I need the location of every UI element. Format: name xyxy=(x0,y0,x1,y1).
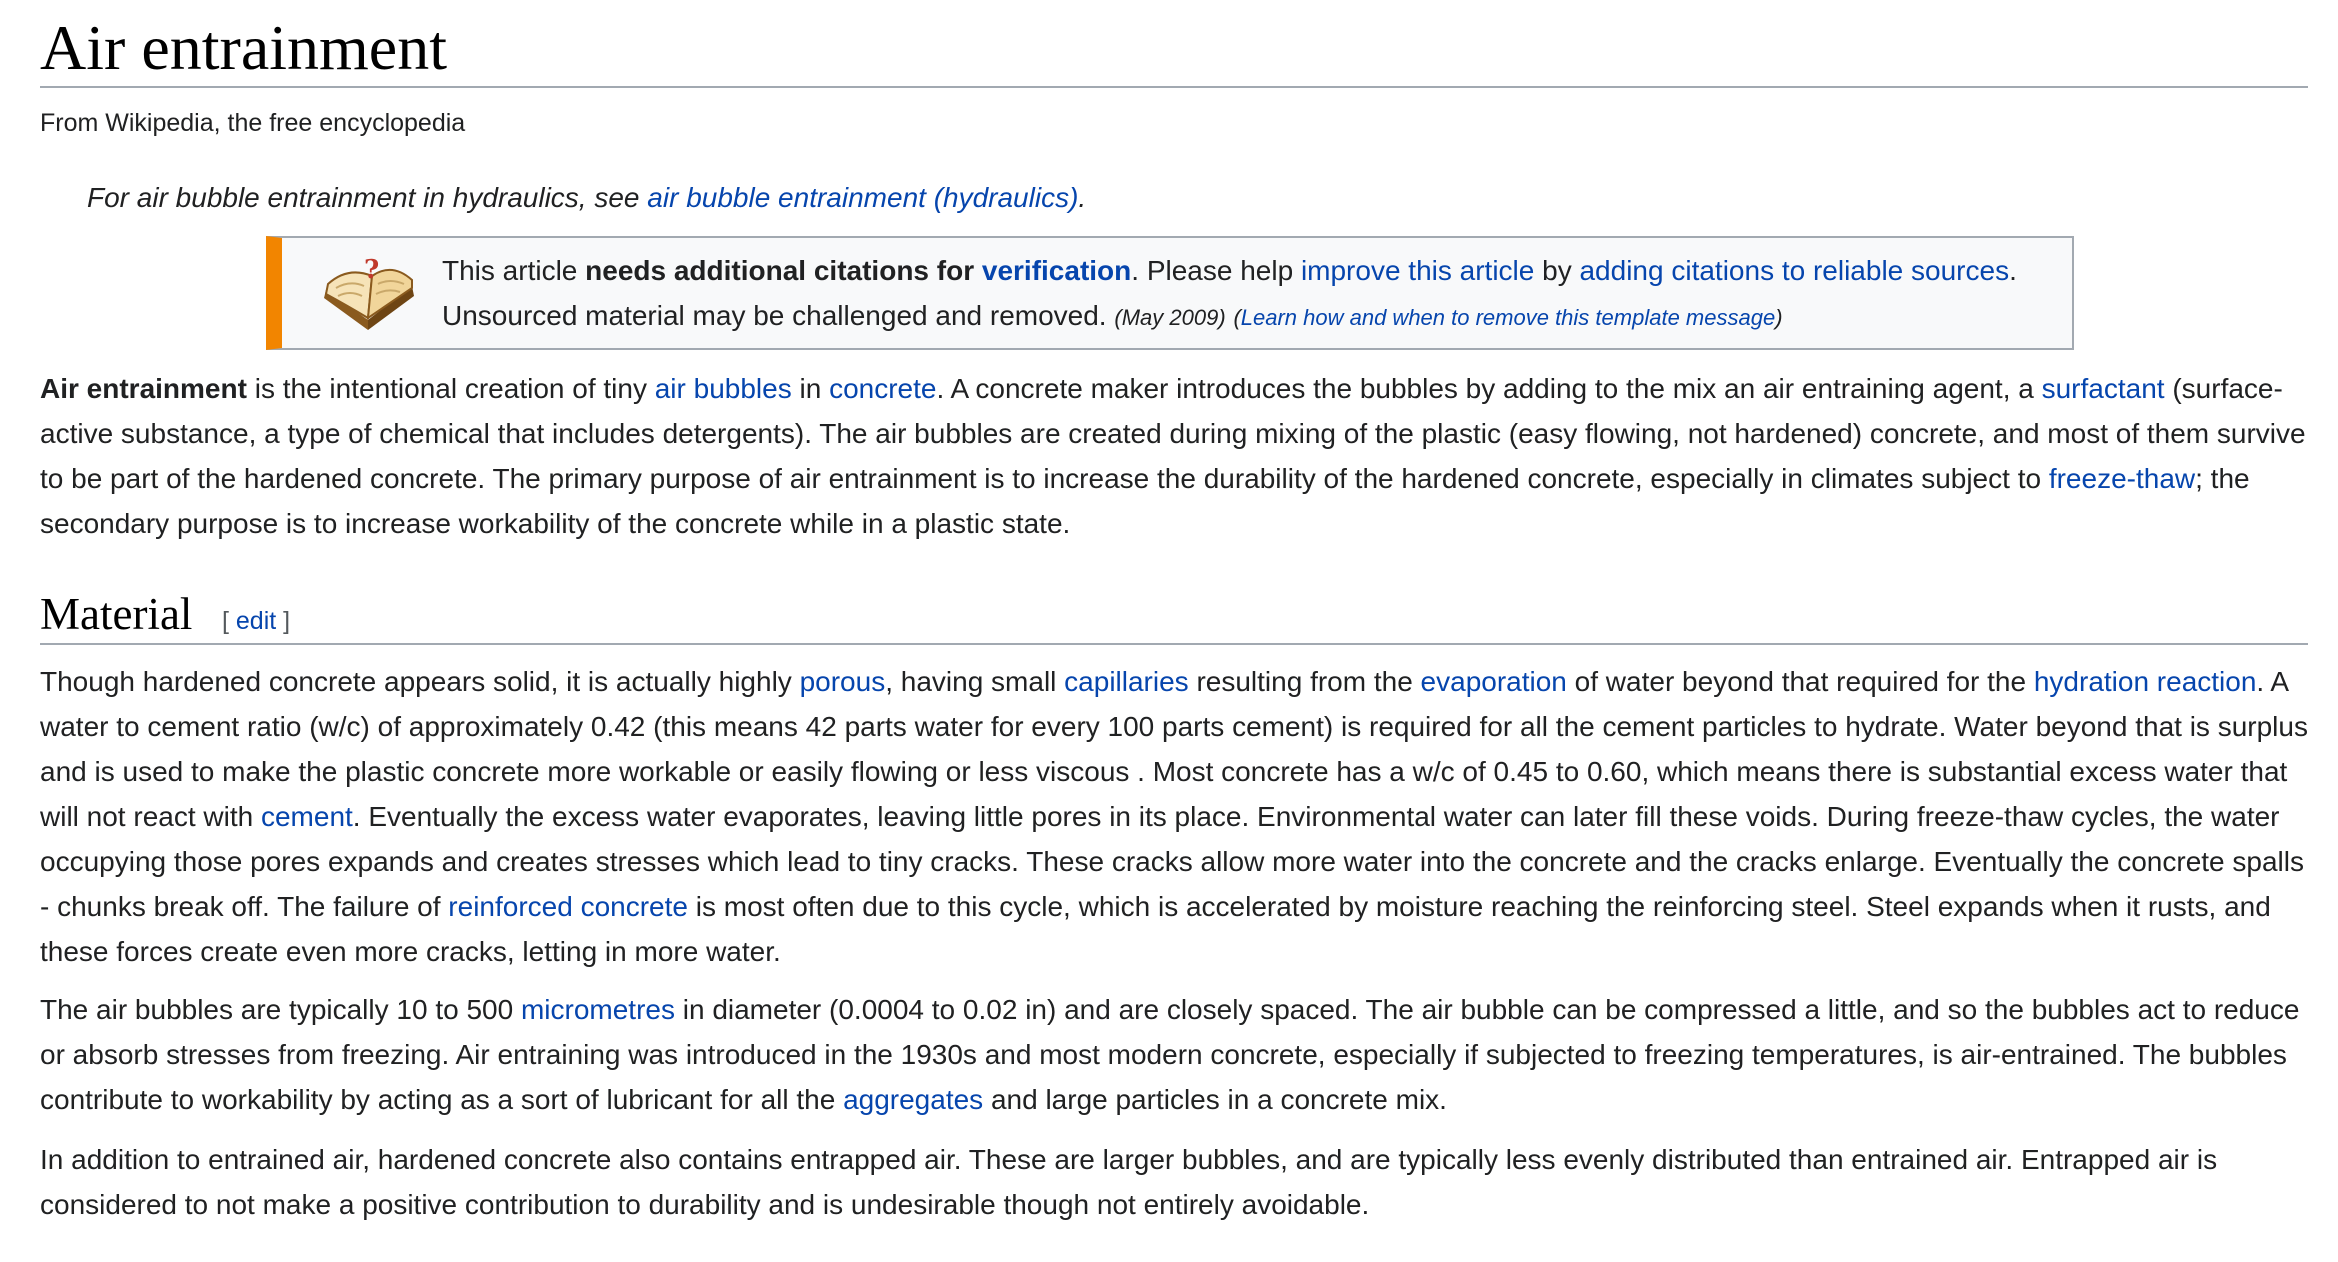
section-divider xyxy=(40,643,2308,645)
svg-text:?: ? xyxy=(364,255,380,285)
cement-link[interactable]: cement xyxy=(260,801,353,832)
citation-notice-text xyxy=(442,248,2062,340)
paragraph-text: ; the secondary purpose is to increase workability of the concrete while in a plastic state. xyxy=(40,463,2250,539)
hatnote-text: For air bubble entrainment in hydraulics, see xyxy=(87,182,648,213)
edit-section xyxy=(222,604,290,638)
reinforced-concrete-link[interactable]: reinforced concrete xyxy=(448,891,688,922)
freeze-thaw-link[interactable]: freeze-thaw xyxy=(2048,463,2196,494)
paragraph-text: . A concrete maker introduces the bubbles by adding to the mix an air entraining agent, a xyxy=(936,373,2042,404)
open-book-question-icon xyxy=(320,254,418,334)
paragraph-text: in xyxy=(791,373,830,404)
title-divider xyxy=(40,86,2308,88)
intro-paragraph xyxy=(40,366,2308,546)
article-subject-bold: Air entrainment xyxy=(40,373,247,404)
material-paragraph-3 xyxy=(40,1137,2308,1227)
paragraph-text: In addition to entrained air, hardened concrete also contains entrapped air. These are larger bubbles, and are typically less evenly distributed than entrained air. Entrapped air is considered to not make a positive contribution to durability and is undesirable though not entirely avoidable. xyxy=(40,1144,2218,1220)
learn-more-wrapper xyxy=(1233,305,1782,330)
hatnote-link[interactable]: air bubble entrainment (hydraulics) xyxy=(647,182,1079,213)
hydration-reaction-link[interactable]: hydration reaction xyxy=(2033,666,2257,697)
page-title: Air entrainment xyxy=(40,12,447,83)
paragraph-text: , having small xyxy=(885,666,1065,697)
hatnote xyxy=(87,178,1086,218)
edit-bracket-close: ] xyxy=(276,607,291,635)
paragraph-text: resulting from the xyxy=(1188,666,1421,697)
paragraph-text: of water beyond that required for the xyxy=(1566,666,2034,697)
tagline: From Wikipedia, the free encyclopedia xyxy=(40,109,466,137)
notice-bold-text: needs additional citations for xyxy=(585,255,982,286)
hatnote-suffix: . xyxy=(1078,182,1087,213)
paragraph-text: Though hardened concrete appears solid, it is actually highly xyxy=(40,666,800,697)
remove-template-message-link[interactable]: Learn how and when to remove this template message xyxy=(1240,305,1776,330)
paragraph-text: . Eventually the excess water evaporates, leaving little pores in its place. Environmental water can later fill these voids. During freeze-thaw cycles, the water occupying those pores expands and creates stresses which lead to tiny cracks. These cracks allow more water into the concrete and the cracks enlarge. Eventually the concrete spalls - chunks break off. The failure of xyxy=(40,801,2304,922)
notice-text: . Please help xyxy=(1131,255,1301,286)
micrometres-link[interactable]: micrometres xyxy=(520,994,675,1025)
air-bubbles-link[interactable]: air bubbles xyxy=(654,373,792,404)
paragraph-text: and large particles in a concrete mix. xyxy=(983,1084,1447,1115)
learn-open-paren: ( xyxy=(1233,305,1241,330)
aggregates-link[interactable]: aggregates xyxy=(843,1084,984,1115)
notice-text: . xyxy=(2009,255,2017,286)
paragraph-text: is the intentional creation of tiny xyxy=(246,373,655,404)
edit-bracket-open: [ xyxy=(222,607,236,635)
section-heading-material: Material xyxy=(40,589,193,639)
verification-link[interactable]: verification xyxy=(981,255,1132,286)
notice-text: This article xyxy=(442,255,586,286)
edit-section-link[interactable]: edit xyxy=(235,607,277,635)
porous-link[interactable]: porous xyxy=(799,666,886,697)
learn-close-paren: ) xyxy=(1775,305,1783,330)
paragraph-text: The air bubbles are typically 10 to 500 xyxy=(40,994,521,1025)
capillaries-link[interactable]: capillaries xyxy=(1064,666,1189,697)
add-citations-link[interactable]: adding citations to reliable sources xyxy=(1579,255,2010,286)
notice-text: Unsourced material may be challenged and removed. xyxy=(442,300,1107,331)
paragraph-text: . A water to cement ratio (w/c) of approximately 0.42 (this means 42 parts water for every 100 parts cement) is required for all the cement particles to hydrate. Water beyond that is surplus and is used to make the plastic concrete more workable or easily flowing or less viscous . Most concrete has a w/c of 0.45 to 0.60, which means there is substantial excess water that will not react with xyxy=(40,666,2308,832)
evaporation-link[interactable]: evaporation xyxy=(1420,666,1567,697)
surfactant-link[interactable]: surfactant xyxy=(2041,373,2165,404)
notice-text: by xyxy=(1534,255,1580,286)
paragraph-text: in diameter (0.0004 to 0.02 in) and are closely spaced. The air bubble can be compressed a little, and so the bubbles act to reduce or absorb stresses from freezing. Air entraining was introduced in the 1930s and most modern concrete, especially if subjected to freezing temperatures, is air-entrained. The bubbles contribute to workability by acting as a sort of lubricant for all the xyxy=(40,994,2300,1115)
notice-date: (May 2009) xyxy=(1114,305,1226,330)
concrete-link[interactable]: concrete xyxy=(829,373,937,404)
improve-article-link[interactable]: improve this article xyxy=(1300,255,1535,286)
material-paragraph-1 xyxy=(40,659,2308,974)
paragraph-text: is most often due to this cycle, which is accelerated by moisture reaching the reinforcing steel. Steel expands when it rusts, and these forces create even more cracks, letting in more water. xyxy=(40,891,2271,967)
citation-notice-box xyxy=(266,236,2074,350)
material-paragraph-2 xyxy=(40,987,2308,1122)
paragraph-text: (surface-active substance, a type of chemical that includes detergents). The air bubbles are created during mixing of the plastic (easy flowing, not hardened) concrete, and most of them survive to be part of the hardened concrete. The primary purpose of air entrainment is to increase the durability of the hardened concrete, especially in climates subject to xyxy=(40,373,2306,494)
